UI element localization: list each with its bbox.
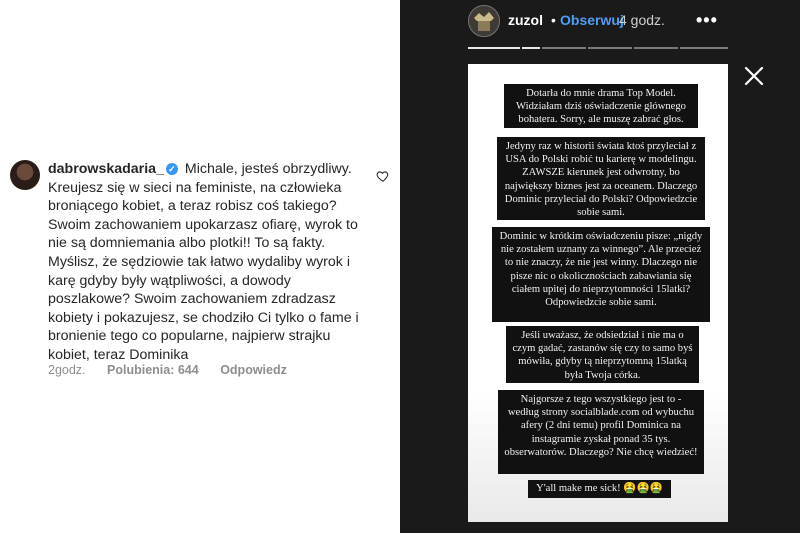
story-progress-segment [522, 47, 540, 49]
story-progress-segment [680, 47, 728, 49]
story-text-block: Y'all make me sick! 🤮🤮🤮 [528, 480, 671, 498]
story-time: 4 godz. [619, 12, 665, 28]
follow-button[interactable]: Obserwuj [560, 12, 624, 28]
story-avatar[interactable] [468, 5, 500, 37]
comment-username[interactable]: dabrowskadaria_ [48, 161, 164, 177]
comment-body [48, 160, 373, 365]
comment-text: Michale, jesteś obrzydliwy. Kreujesz się w sieci na feministe, na człowieka broniącego kobiet, a teraz robisz coś takiego? Swoim zachowaniem upokarzasz ofiarę, wyrok to nie są domniemania albo plotki!! To są fakty. Myślisz, że sędziowie tak łatwo wydaliby wyrok i karę gdyby były wątpliwości, a dowody poszlakowe? Swoim zachowaniem zdradzasz kobiety i pokazujesz, se chodziło Ci tylko o fame i bronienie tego co popularne, najpierw strajku kobiet, teraz Dominika [48, 161, 359, 363]
story-text-block: Dominic w krótkim oświadczeniu pisze: „nigdy nie zostałem uznany za winnego”. Ale przecież to nie znaczy, że nie jest winny. Dlaczego nie pisze nic o okolicznościach zabawiania się ciałem upitej do nieprzytomności 15latki? Odpowiedzcie sobie sami. [492, 227, 710, 322]
story-viewer [400, 0, 800, 533]
close-icon[interactable] [743, 65, 765, 87]
like-heart-icon[interactable] [376, 169, 390, 183]
reply-button[interactable]: Odpowiedz [220, 363, 287, 377]
comment-time: 2godz. [48, 363, 86, 377]
separator-dot: • [551, 12, 556, 28]
verified-badge-icon: ✓ [166, 163, 178, 175]
comment-meta [48, 363, 305, 377]
avatar-image-icon [469, 6, 499, 36]
likes-count[interactable]: Polubienia: 644 [107, 363, 199, 377]
story-text-block: Dotarła do mnie drama Top Model. Widziałam dziś oświadczenie głównego bohatera. Sorry, ale muszę zabrać głos. [504, 84, 698, 128]
more-options-icon[interactable]: ••• [696, 10, 718, 30]
story-header [468, 5, 788, 39]
story-progress-segment [588, 47, 632, 49]
story-text-block: Jeśli uważasz, że odsiedział i nie ma o czym gadać, zastanów się czy to samo byś mówiła, gdyby tą nieprzytomną 15latką była Twoja córka. [506, 326, 699, 383]
story-username[interactable]: zuzol [508, 12, 543, 28]
story-progress-segment [468, 47, 520, 49]
avatar[interactable] [10, 160, 40, 190]
story-progress-segment [542, 47, 586, 49]
story-text-block: Najgorsze z tego wszystkiego jest to - według strony socialblade.com od wybuchu afery (2 dni temu) profil Dominica na instagramie zyskał ponad 35 tys. obserwatorów. Dlaczego? Nie chcę wiedzieć! [498, 390, 704, 474]
story-text-block: Jedyny raz w historii świata ktoś przyleciał z USA do Polski robić tu karierę w modelingu. ZAWSZE kierunek jest odwrotny, bo największy biznes jest za oceanem. Dlaczego Dominic przyleciał do Polski? Odpowiedzcie sobie sami. [497, 137, 705, 220]
story-progress-segment [634, 47, 678, 49]
story-image [468, 64, 728, 522]
